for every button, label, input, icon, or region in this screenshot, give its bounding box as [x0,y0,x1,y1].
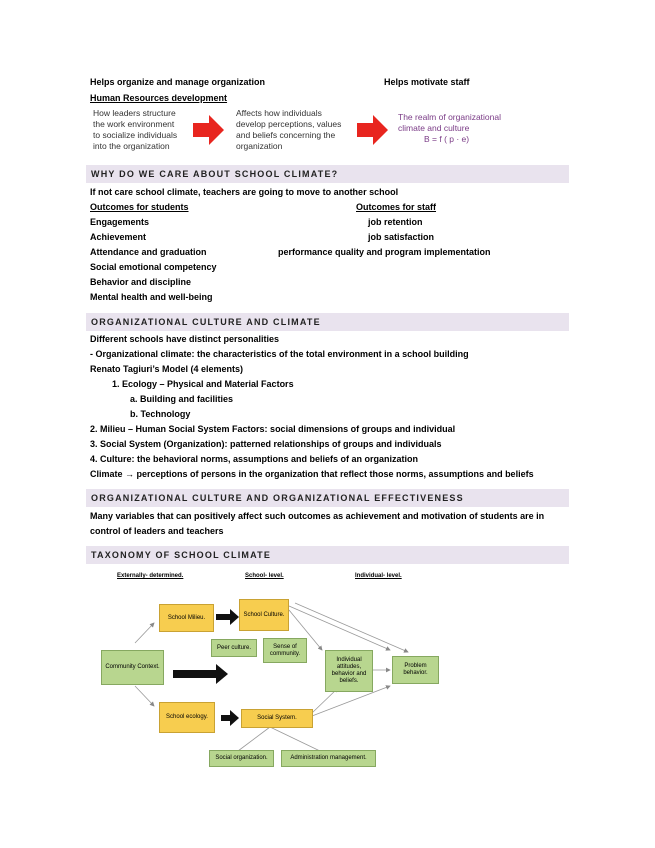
student-outcome-item: Mental health and well-being [90,292,213,302]
section-header-taxonomy: TAXONOMY OF SCHOOL CLIMATE [86,546,569,564]
culture-line: a. Building and facilities [130,394,234,404]
perceptions-text: Affects how individuals develop perceptions, values and beliefs concerning the organization [236,108,342,151]
culture-line: Different schools have distinct personalities [90,334,280,344]
level-label-individual: Individual- level. [355,573,402,579]
culture-line: - Organizational climate: the characteristics of the total environment in a school building [90,349,469,359]
level-label-external: Externally- determined. [117,573,184,579]
section-header-why-care: WHY DO WE CARE ABOUT SCHOOL CLIMATE? [86,165,569,183]
effectiveness-line: control of leaders and teachers [90,526,224,536]
culture-line: b. Technology [130,409,191,419]
leaders-structure-text: How leaders structure the work environment to socialize individuals into the organization [93,108,178,151]
section-header-culture-climate: ORGANIZATIONAL CULTURE AND CLIMATE [86,313,569,331]
student-outcome-item: Attendance and graduation [90,247,207,257]
climate-culture-text: The realm of organizational climate and culture B = f ( p · e) [398,112,502,144]
school-culture-box: School Culture. [239,599,289,631]
social-system-box: Social System. [241,709,313,728]
section1-intro: If not care school climate, teachers are going to move to another school [90,187,399,197]
school-milieu-box: School Milieu. [159,604,214,632]
individual-attitudes-box: Individual attitudes, behavior and beliefs. [325,650,373,692]
administration-management-box: Administration management. [281,750,376,767]
community-context-box: Community Context. [101,650,164,685]
culture-line: 1. Ecology – Physical and Material Factors [112,379,294,389]
staff-outcome-item: job retention [368,217,423,227]
culture-line: 4. Culture: the behavioral norms, assumptions and beliefs of an organization [90,454,419,464]
sense-of-community-box: Sense of community. [263,638,307,663]
organize-heading: Helps organize and manage organization [90,77,266,87]
right-arrow-icon [193,115,225,145]
student-outcome-item: Social emotional competency [90,262,217,272]
student-outcome-item: Behavior and discipline [90,277,192,287]
culture-line: 3. Social System (Organization): patterned relationships of groups and individuals [90,439,442,449]
taxonomy-diagram [90,568,462,770]
level-label-school: School- level. [245,573,284,579]
student-outcome-item: Achievement [90,232,147,242]
motivate-heading: Helps motivate staff [384,77,470,87]
culture-line: Climate → perceptions of persons in the organization that reflect those norms, assumptions and beliefs [90,469,534,479]
section-header-effectiveness: ORGANIZATIONAL CULTURE AND ORGANIZATIONAL EFFECTIVENESS [86,489,569,507]
right-arrow-icon [357,115,389,145]
effectiveness-line: Many variables that can positively affect such outcomes as achievement and motivation of students are in [90,511,545,521]
student-outcome-item: Engagements [90,217,150,227]
school-ecology-box: School ecology. [159,702,215,733]
social-organization-box: Social organization. [209,750,274,767]
students-outcomes-header: Outcomes for students [90,202,189,212]
staff-outcome-item: job satisfaction [368,232,435,242]
staff-outcome-item: performance quality and program implementation [278,247,491,257]
culture-line: 2. Milieu – Human Social System Factors: social dimensions of groups and individual [90,424,456,434]
peer-culture-box: Peer culture. [211,639,257,657]
staff-outcomes-header: Outcomes for staff [356,202,437,212]
problem-behavior-box: Problem behavior. [392,656,439,684]
culture-line: Renato Tagiuri’s Model (4 elements) [90,364,244,374]
hr-development-heading: Human Resources development [90,93,228,103]
